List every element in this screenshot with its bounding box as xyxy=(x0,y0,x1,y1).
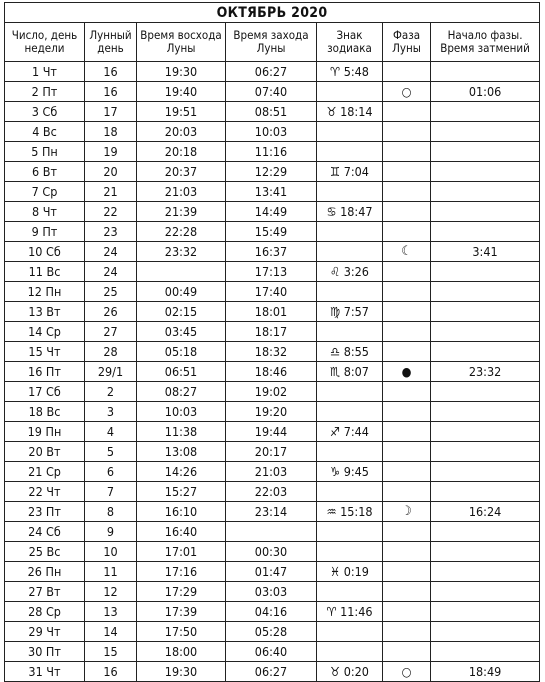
cell-phase xyxy=(383,62,431,82)
cell-moonrise: 08:27 xyxy=(137,382,226,402)
cell-moonset: 10:03 xyxy=(226,122,317,142)
cell-lunar-day: 18 xyxy=(85,122,137,142)
cell-phase-start: 01:06 xyxy=(431,82,540,102)
cell-moonrise: 20:03 xyxy=(137,122,226,142)
cell-zodiac: ♈ 5:48 xyxy=(317,62,383,82)
cell-phase-start xyxy=(431,302,540,322)
cell-phase-start xyxy=(431,402,540,422)
cell-moonset: 06:27 xyxy=(226,662,317,682)
cell-moonrise: 17:01 xyxy=(137,542,226,562)
cell-moonset: 11:16 xyxy=(226,142,317,162)
cell-phase xyxy=(383,602,431,622)
header-phase: Фаза Луны xyxy=(383,23,431,62)
cell-zodiac: ♌ 3:26 xyxy=(317,262,383,282)
cell-moonset: 16:37 xyxy=(226,242,317,262)
cell-moonrise xyxy=(137,262,226,282)
table-title: ОКТЯБРЬ 2020 xyxy=(5,3,540,23)
cell-phase xyxy=(383,242,431,262)
cell-lunar-day: 24 xyxy=(85,262,137,282)
cell-phase xyxy=(383,442,431,462)
cell-moonrise: 21:39 xyxy=(137,202,226,222)
cell-zodiac xyxy=(317,142,383,162)
cell-phase xyxy=(383,322,431,342)
header-zodiac: Знак зодиака xyxy=(317,23,383,62)
cell-moonset: 08:51 xyxy=(226,102,317,122)
full-moon-icon: ○ xyxy=(401,83,412,99)
cell-moonset: 03:03 xyxy=(226,582,317,602)
table-row xyxy=(5,142,540,162)
full-moon-icon: ○ xyxy=(401,663,412,679)
cell-lunar-day: 28 xyxy=(85,342,137,362)
cell-moonset: 06:27 xyxy=(226,62,317,82)
table-row xyxy=(5,462,540,482)
cell-moonset: 00:30 xyxy=(226,542,317,562)
header-moonrise: Время восхода Луны xyxy=(137,23,226,62)
cell-phase xyxy=(383,482,431,502)
cell-lunar-day: 7 xyxy=(85,482,137,502)
cell-zodiac: ♒ 15:18 xyxy=(317,502,383,522)
cell-phase-start xyxy=(431,122,540,142)
cell-phase-start xyxy=(431,222,540,242)
table-row xyxy=(5,282,540,302)
cell-phase-start: 16:24 xyxy=(431,502,540,522)
cell-moonrise: 17:50 xyxy=(137,622,226,642)
cell-date: 4 Вс xyxy=(5,122,85,142)
table-row xyxy=(5,402,540,422)
cell-phase-start xyxy=(431,522,540,542)
cell-phase xyxy=(383,522,431,542)
cell-moonrise: 14:26 xyxy=(137,462,226,482)
cell-moonset: 05:28 xyxy=(226,622,317,642)
table-row xyxy=(5,202,540,222)
cell-phase xyxy=(383,502,431,522)
cell-date: 17 Сб xyxy=(5,382,85,402)
cell-date: 25 Вс xyxy=(5,542,85,562)
cell-moonset: 17:40 xyxy=(226,282,317,302)
cell-phase xyxy=(383,262,431,282)
cell-moonset: 06:40 xyxy=(226,642,317,662)
cell-date: 26 Пн xyxy=(5,562,85,582)
cell-lunar-day: 21 xyxy=(85,182,137,202)
cell-phase-start xyxy=(431,142,540,162)
cell-moonset: 12:29 xyxy=(226,162,317,182)
cell-phase xyxy=(383,642,431,662)
cell-date: 11 Вс xyxy=(5,262,85,282)
cell-phase-start xyxy=(431,202,540,222)
cell-phase-start: 23:32 xyxy=(431,362,540,382)
cell-moonrise: 21:03 xyxy=(137,182,226,202)
cell-zodiac: ♍ 7:57 xyxy=(317,302,383,322)
cell-lunar-day: 22 xyxy=(85,202,137,222)
cell-zodiac xyxy=(317,542,383,562)
table-row xyxy=(5,262,540,282)
cell-date: 27 Вт xyxy=(5,582,85,602)
cell-phase xyxy=(383,562,431,582)
cell-moonrise: 19:30 xyxy=(137,62,226,82)
cell-zodiac: ♐ 7:44 xyxy=(317,422,383,442)
cell-date: 10 Сб xyxy=(5,242,85,262)
cell-zodiac xyxy=(317,582,383,602)
cell-moonrise: 13:08 xyxy=(137,442,226,462)
cell-zodiac xyxy=(317,642,383,662)
header-moonset: Время захода Луны xyxy=(226,23,317,62)
cell-zodiac: ♓ 0:19 xyxy=(317,562,383,582)
cell-phase-start xyxy=(431,482,540,502)
cell-phase xyxy=(383,582,431,602)
table-row xyxy=(5,362,540,382)
cell-moonset: 07:40 xyxy=(226,82,317,102)
cell-zodiac: ♊ 7:04 xyxy=(317,162,383,182)
cell-zodiac xyxy=(317,442,383,462)
cell-lunar-day: 24 xyxy=(85,242,137,262)
cell-zodiac: ♑ 9:45 xyxy=(317,462,383,482)
cell-lunar-day: 26 xyxy=(85,302,137,322)
cell-phase-start xyxy=(431,442,540,462)
cell-phase xyxy=(383,422,431,442)
cell-phase-start xyxy=(431,542,540,562)
last-quarter-icon: ☾ xyxy=(401,244,412,259)
cell-moonset: 19:02 xyxy=(226,382,317,402)
cell-phase xyxy=(383,462,431,482)
table-row xyxy=(5,582,540,602)
cell-moonrise: 10:03 xyxy=(137,402,226,422)
cell-lunar-day: 5 xyxy=(85,442,137,462)
cell-moonrise: 17:39 xyxy=(137,602,226,622)
cell-zodiac xyxy=(317,122,383,142)
cell-phase-start: 3:41 xyxy=(431,242,540,262)
cell-phase xyxy=(383,82,431,102)
table-row xyxy=(5,102,540,122)
cell-moonrise: 19:30 xyxy=(137,662,226,682)
cell-lunar-day: 25 xyxy=(85,282,137,302)
cell-phase xyxy=(383,162,431,182)
cell-phase xyxy=(383,142,431,162)
cell-moonrise: 22:28 xyxy=(137,222,226,242)
cell-moonset: 15:49 xyxy=(226,222,317,242)
cell-lunar-day: 23 xyxy=(85,222,137,242)
table-row xyxy=(5,662,540,682)
cell-date: 5 Пн xyxy=(5,142,85,162)
cell-lunar-day: 4 xyxy=(85,422,137,442)
cell-phase-start xyxy=(431,102,540,122)
cell-date: 12 Пн xyxy=(5,282,85,302)
cell-zodiac xyxy=(317,402,383,422)
cell-phase-start xyxy=(431,642,540,662)
cell-zodiac xyxy=(317,522,383,542)
cell-moonset: 20:17 xyxy=(226,442,317,462)
cell-moonset: 18:46 xyxy=(226,362,317,382)
cell-moonrise: 17:16 xyxy=(137,562,226,582)
cell-lunar-day: 10 xyxy=(85,542,137,562)
cell-phase xyxy=(383,402,431,422)
cell-lunar-day: 2 xyxy=(85,382,137,402)
cell-moonset: 13:41 xyxy=(226,182,317,202)
cell-moonset: 14:49 xyxy=(226,202,317,222)
cell-zodiac: ♈ 11:46 xyxy=(317,602,383,622)
cell-lunar-day: 14 xyxy=(85,622,137,642)
table-row xyxy=(5,422,540,442)
cell-zodiac: ♎ 8:55 xyxy=(317,342,383,362)
cell-lunar-day: 8 xyxy=(85,502,137,522)
cell-lunar-day: 15 xyxy=(85,642,137,662)
cell-lunar-day: 29/1 xyxy=(85,362,137,382)
header-date: Число, день недели xyxy=(5,23,85,62)
cell-zodiac xyxy=(317,322,383,342)
cell-phase xyxy=(383,202,431,222)
cell-date: 20 Вт xyxy=(5,442,85,462)
cell-lunar-day: 27 xyxy=(85,322,137,342)
cell-zodiac xyxy=(317,622,383,642)
cell-phase-start xyxy=(431,262,540,282)
cell-phase xyxy=(383,302,431,322)
cell-phase xyxy=(383,662,431,682)
table-row xyxy=(5,322,540,342)
cell-moonrise: 00:49 xyxy=(137,282,226,302)
table-row xyxy=(5,162,540,182)
cell-moonset: 18:01 xyxy=(226,302,317,322)
cell-date: 24 Сб xyxy=(5,522,85,542)
cell-date: 23 Пт xyxy=(5,502,85,522)
cell-moonrise: 20:18 xyxy=(137,142,226,162)
cell-phase xyxy=(383,102,431,122)
cell-date: 21 Ср xyxy=(5,462,85,482)
table-row xyxy=(5,522,540,542)
first-quarter-icon: ☽ xyxy=(401,504,412,519)
cell-date: 8 Чт xyxy=(5,202,85,222)
cell-phase xyxy=(383,282,431,302)
cell-moonrise: 03:45 xyxy=(137,322,226,342)
cell-moonset: 22:03 xyxy=(226,482,317,502)
cell-phase-start xyxy=(431,622,540,642)
new-moon-icon: ● xyxy=(401,363,412,379)
table-row xyxy=(5,502,540,522)
cell-date: 13 Вт xyxy=(5,302,85,322)
cell-phase-start xyxy=(431,182,540,202)
cell-phase-start xyxy=(431,462,540,482)
cell-moonset: 19:44 xyxy=(226,422,317,442)
cell-date: 29 Чт xyxy=(5,622,85,642)
cell-phase-start xyxy=(431,582,540,602)
cell-zodiac xyxy=(317,482,383,502)
cell-phase xyxy=(383,542,431,562)
cell-moonrise: 19:40 xyxy=(137,82,226,102)
cell-moonrise: 18:00 xyxy=(137,642,226,662)
cell-phase xyxy=(383,362,431,382)
table-row xyxy=(5,342,540,362)
cell-lunar-day: 19 xyxy=(85,142,137,162)
cell-date: 7 Ср xyxy=(5,182,85,202)
table-row xyxy=(5,482,540,502)
table-row xyxy=(5,242,540,262)
table-row xyxy=(5,222,540,242)
cell-zodiac xyxy=(317,82,383,102)
cell-phase-start xyxy=(431,282,540,302)
cell-lunar-day: 13 xyxy=(85,602,137,622)
table-row xyxy=(5,442,540,462)
cell-lunar-day: 3 xyxy=(85,402,137,422)
cell-lunar-day: 17 xyxy=(85,102,137,122)
cell-moonrise: 11:38 xyxy=(137,422,226,442)
cell-zodiac: ♉ 18:14 xyxy=(317,102,383,122)
table-row xyxy=(5,382,540,402)
cell-lunar-day: 16 xyxy=(85,662,137,682)
cell-date: 6 Вт xyxy=(5,162,85,182)
cell-zodiac xyxy=(317,282,383,302)
cell-moonset xyxy=(226,522,317,542)
cell-moonrise: 16:40 xyxy=(137,522,226,542)
cell-lunar-day: 20 xyxy=(85,162,137,182)
cell-lunar-day: 16 xyxy=(85,62,137,82)
cell-zodiac: ♋ 18:47 xyxy=(317,202,383,222)
cell-phase xyxy=(383,382,431,402)
cell-phase-start: 18:49 xyxy=(431,662,540,682)
cell-lunar-day: 16 xyxy=(85,82,137,102)
cell-date: 1 Чт xyxy=(5,62,85,82)
table-row xyxy=(5,122,540,142)
cell-moonset: 18:32 xyxy=(226,342,317,362)
cell-zodiac xyxy=(317,382,383,402)
cell-date: 22 Чт xyxy=(5,482,85,502)
table-row xyxy=(5,562,540,582)
cell-moonrise: 15:27 xyxy=(137,482,226,502)
cell-date: 2 Пт xyxy=(5,82,85,102)
table-row xyxy=(5,182,540,202)
cell-phase-start xyxy=(431,162,540,182)
cell-moonrise: 20:37 xyxy=(137,162,226,182)
cell-phase-start xyxy=(431,422,540,442)
cell-date: 16 Пт xyxy=(5,362,85,382)
cell-phase-start xyxy=(431,562,540,582)
cell-zodiac xyxy=(317,182,383,202)
cell-phase-start xyxy=(431,322,540,342)
cell-date: 31 Чт xyxy=(5,662,85,682)
cell-moonrise: 23:32 xyxy=(137,242,226,262)
cell-phase-start xyxy=(431,342,540,362)
cell-phase-start xyxy=(431,382,540,402)
cell-moonrise: 17:29 xyxy=(137,582,226,602)
cell-moonset: 21:03 xyxy=(226,462,317,482)
cell-lunar-day: 11 xyxy=(85,562,137,582)
cell-moonset: 01:47 xyxy=(226,562,317,582)
cell-phase-start xyxy=(431,602,540,622)
cell-zodiac: ♏ 8:07 xyxy=(317,362,383,382)
cell-lunar-day: 12 xyxy=(85,582,137,602)
cell-date: 30 Пт xyxy=(5,642,85,662)
table-row xyxy=(5,82,540,102)
cell-phase xyxy=(383,342,431,362)
cell-phase-start xyxy=(431,62,540,82)
cell-phase xyxy=(383,222,431,242)
cell-date: 15 Чт xyxy=(5,342,85,362)
table-row xyxy=(5,622,540,642)
cell-date: 28 Ср xyxy=(5,602,85,622)
table-row xyxy=(5,62,540,82)
cell-date: 3 Сб xyxy=(5,102,85,122)
table-body xyxy=(5,62,540,682)
cell-date: 18 Вс xyxy=(5,402,85,422)
cell-phase xyxy=(383,622,431,642)
cell-moonset: 04:16 xyxy=(226,602,317,622)
cell-zodiac: ♉ 0:20 xyxy=(317,662,383,682)
cell-moonset: 18:17 xyxy=(226,322,317,342)
cell-moonset: 17:13 xyxy=(226,262,317,282)
cell-phase xyxy=(383,182,431,202)
header-lunar-day: Лунный день xyxy=(85,23,137,62)
cell-moonrise: 16:10 xyxy=(137,502,226,522)
table-row xyxy=(5,602,540,622)
cell-moonrise: 05:18 xyxy=(137,342,226,362)
cell-moonrise: 19:51 xyxy=(137,102,226,122)
cell-moonset: 23:14 xyxy=(226,502,317,522)
cell-date: 14 Ср xyxy=(5,322,85,342)
cell-moonset: 19:20 xyxy=(226,402,317,422)
cell-lunar-day: 6 xyxy=(85,462,137,482)
moon-calendar-table xyxy=(4,2,540,682)
cell-lunar-day: 9 xyxy=(85,522,137,542)
table-row xyxy=(5,542,540,562)
header-phase-start: Начало фазы. Время затмений xyxy=(431,23,540,62)
cell-zodiac xyxy=(317,242,383,262)
table-row xyxy=(5,302,540,322)
cell-date: 9 Пт xyxy=(5,222,85,242)
cell-date: 19 Пн xyxy=(5,422,85,442)
cell-moonrise: 06:51 xyxy=(137,362,226,382)
table-row xyxy=(5,642,540,662)
cell-zodiac xyxy=(317,222,383,242)
cell-moonrise: 02:15 xyxy=(137,302,226,322)
cell-phase xyxy=(383,122,431,142)
